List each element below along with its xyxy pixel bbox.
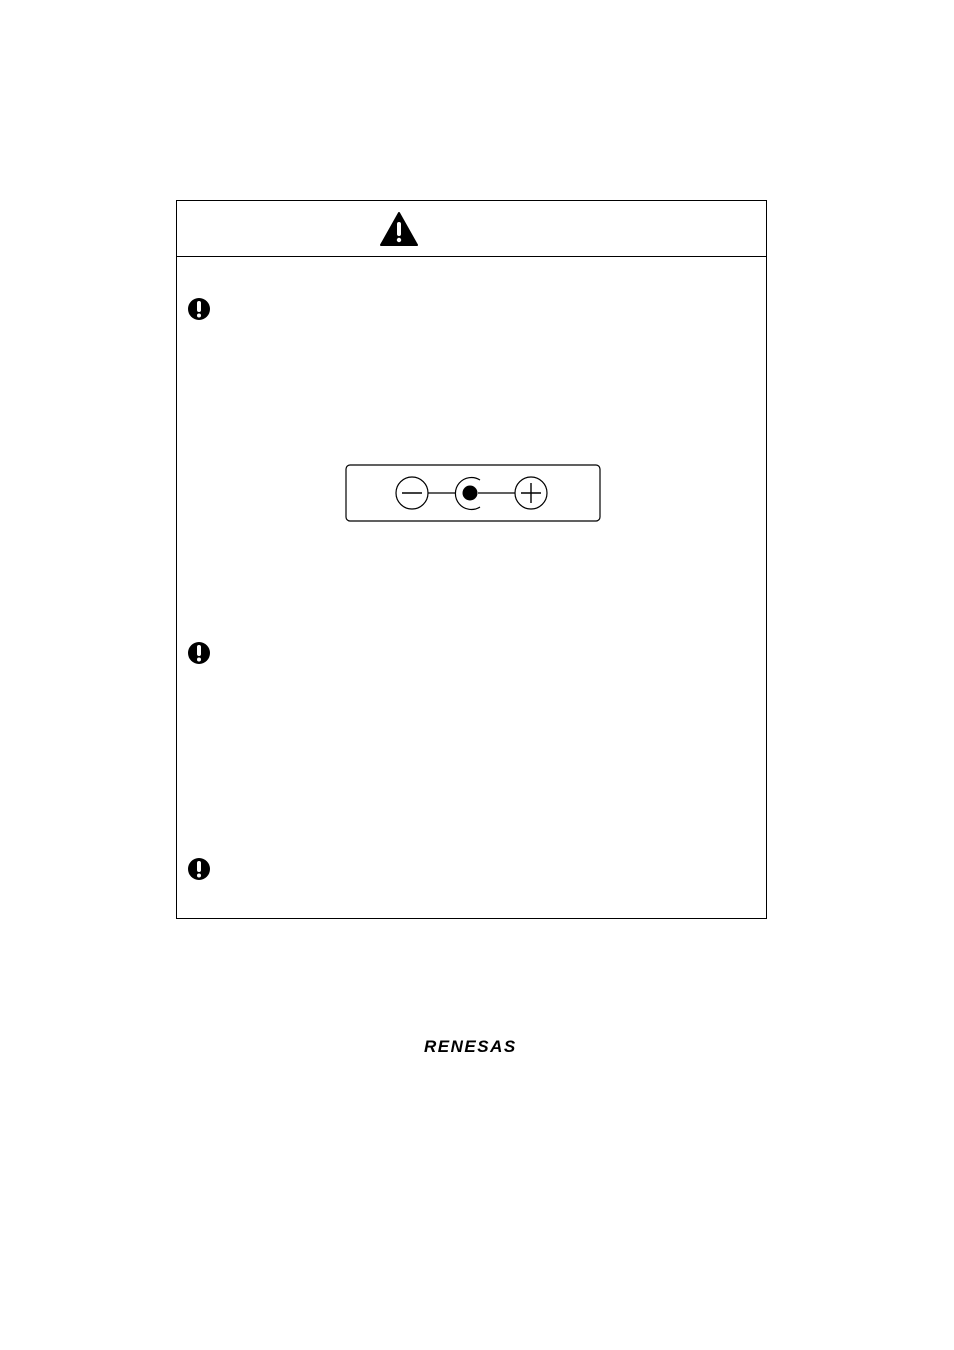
exclamation-circle-icon <box>187 297 211 321</box>
exclamation-circle-icon <box>187 641 211 665</box>
logo-text: RENESAS <box>424 1037 517 1056</box>
renesas-logo <box>422 1034 542 1056</box>
exclamation-circle-icon <box>187 857 211 881</box>
polarity-diagram <box>345 464 601 522</box>
warning-triangle-icon <box>379 211 419 247</box>
warning-header <box>177 201 766 257</box>
warning-box <box>176 200 767 919</box>
